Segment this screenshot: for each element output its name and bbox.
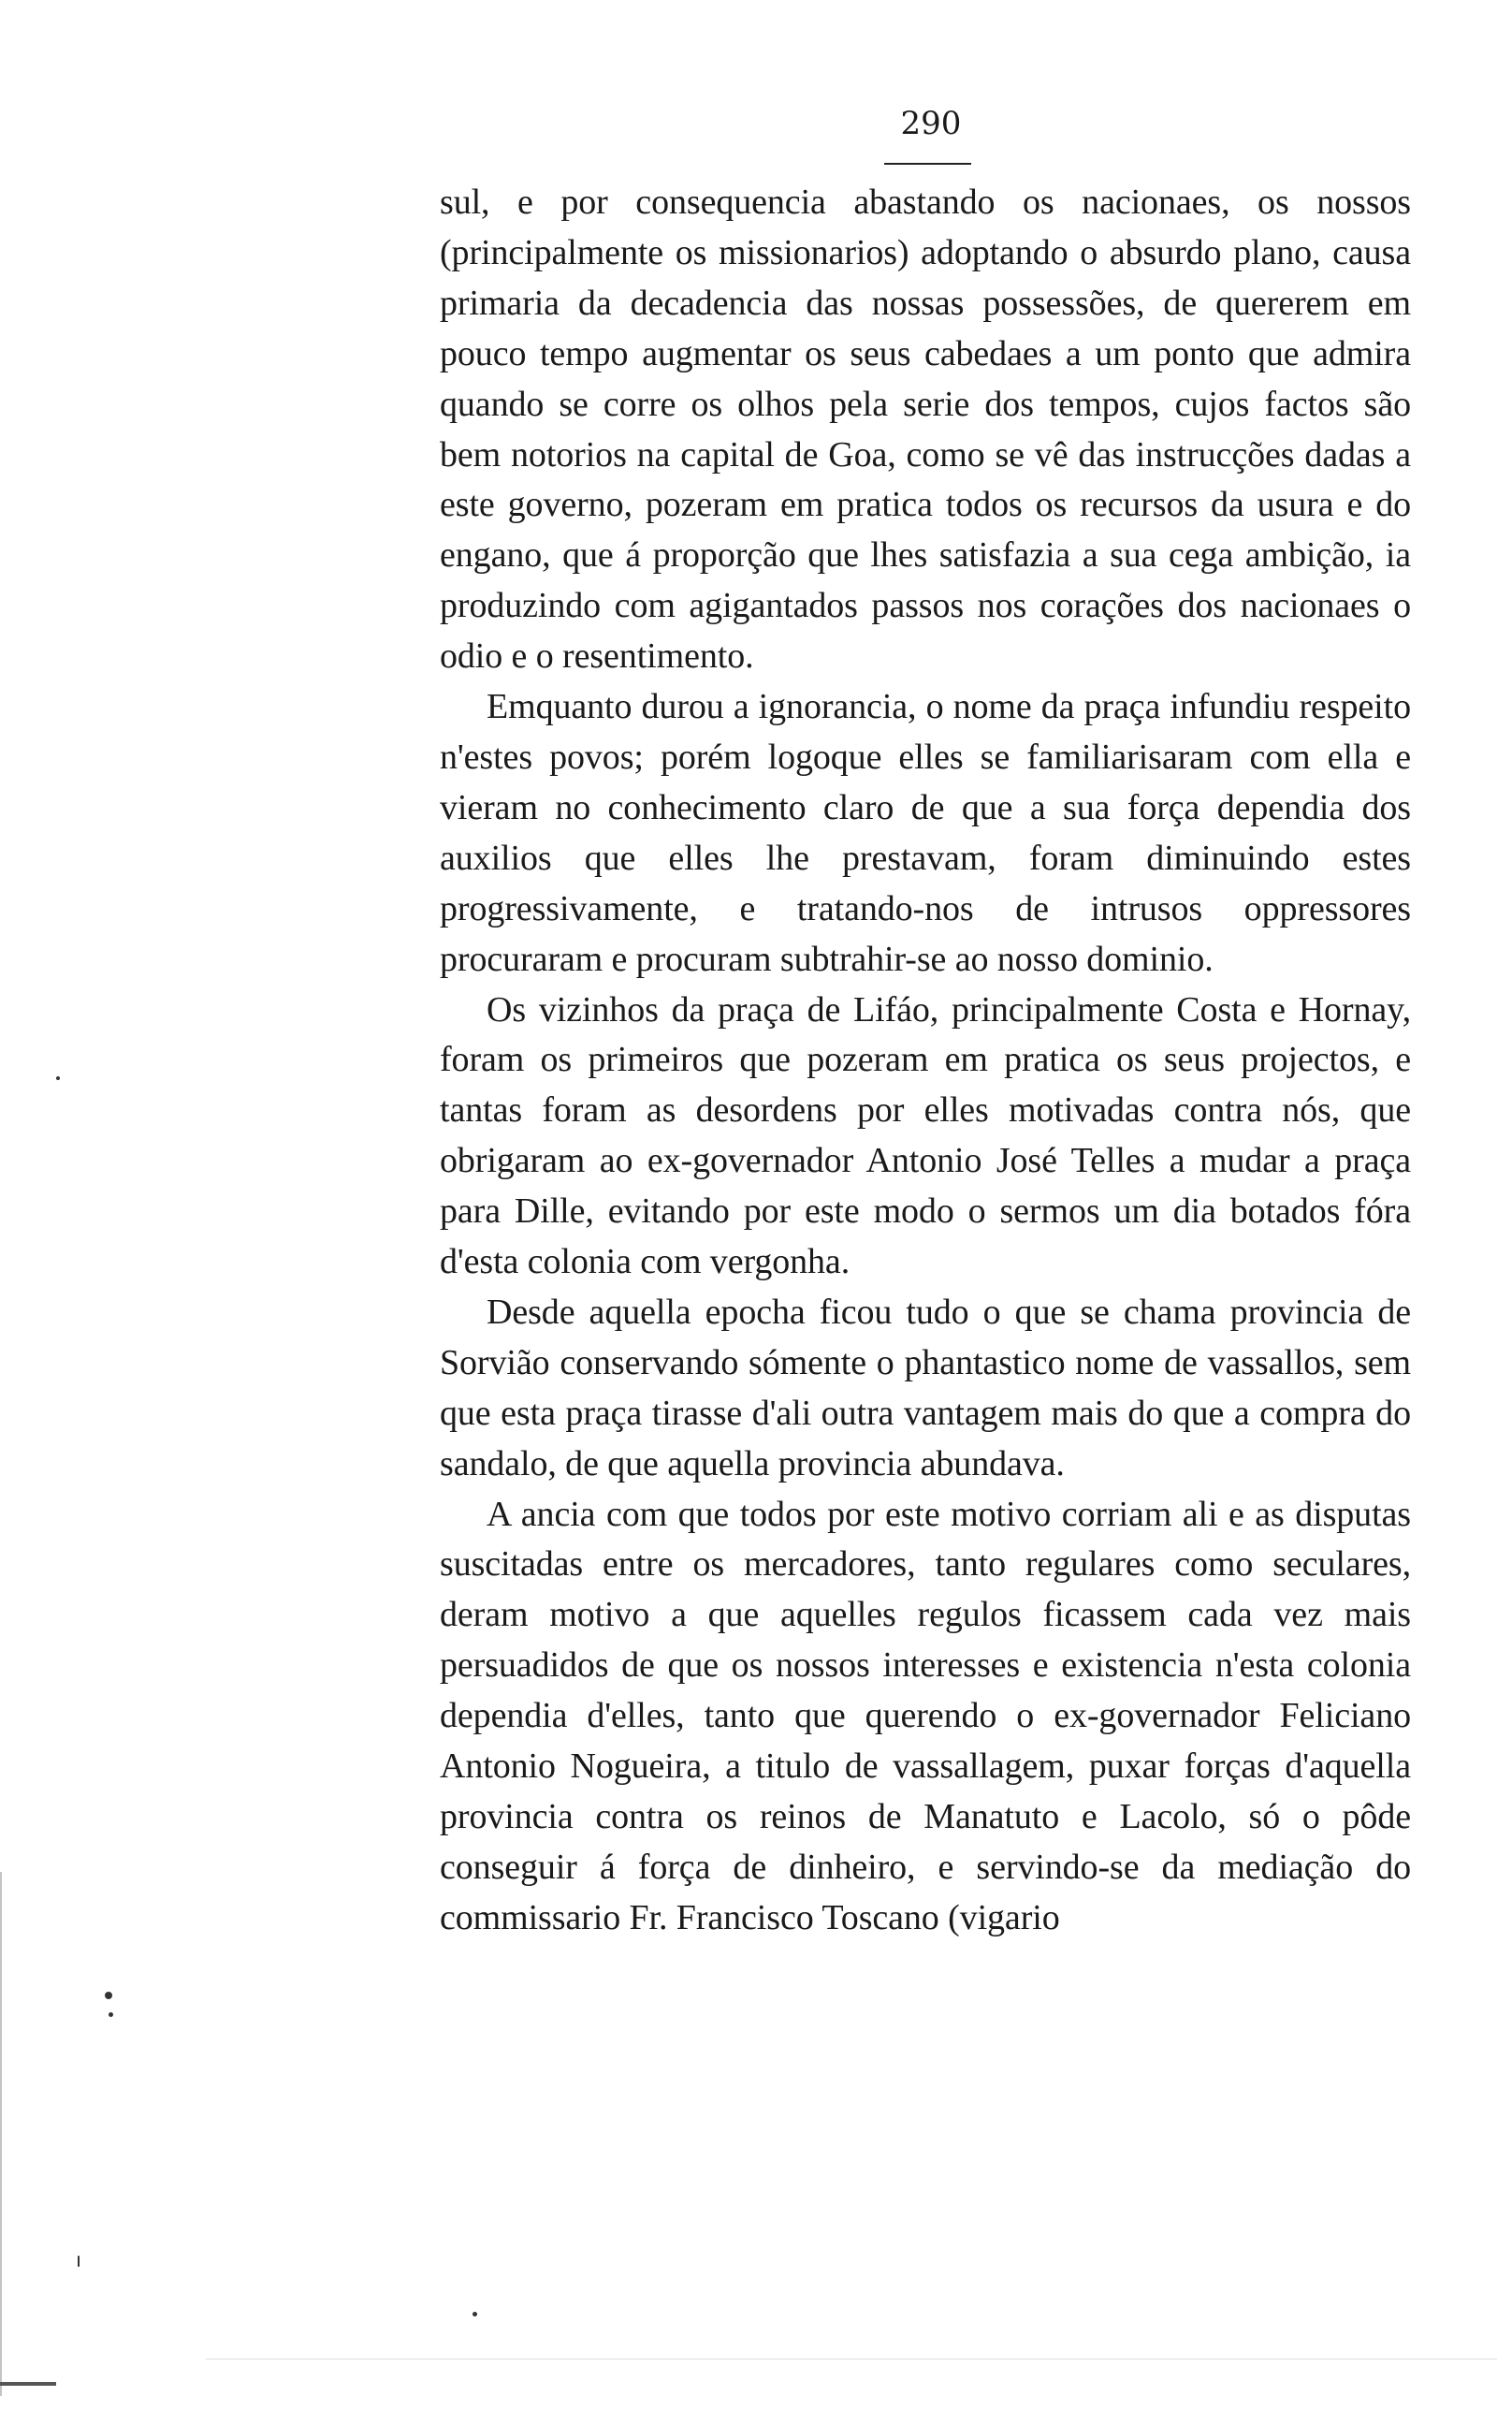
scan-speck xyxy=(105,1992,112,1999)
paragraph-2: Emquanto durou a ignorancia, o nome da praça infundiu respeito n'estes povos; porém logoque elles se familiarisaram com ella e vieram no conhecimento claro de que a sua força dependia dos auxilios que elles lhe prestavam, foram diminuindo estes progressivamente, e tratando-nos de intrusos oppressores procuraram e procuram subtrahir-se ao nosso dominio. xyxy=(440,687,1411,979)
scan-speck xyxy=(472,2312,477,2316)
scan-edge-mark xyxy=(206,2359,1497,2360)
page-number: 290 xyxy=(900,105,962,142)
scan-speck xyxy=(56,1076,60,1080)
paragraph-5: A ancia com que todos por este motivo corriam ali e as disputas suscitadas entre os mercadores, tanto regulares como seculares, deram motivo a que aquelles regulos ficassem cada vez mais persuadidos de que os nossos interesses e existencia n'esta colonia dependia d'elles, tanto que querendo o ex-governador Feliciano Antonio Nogueira, a titulo de vassallagem, puxar forças d'aquella provincia contra os reinos de Manatuto e Lacolo, só o pôde conseguir á força de dinheiro, e servindo-se da mediação do commissario Fr. Francisco Toscano (vigario xyxy=(440,1494,1411,1937)
scan-edge-mark xyxy=(0,2382,56,2386)
paragraph-3: Os vizinhos da praça de Lifáo, principalmente Costa e Hornay, foram os primeiros que pozeram em pratica os seus projectos, e tantas foram as desordens por elles motivadas contra nós, que obrigaram ao ex-governador Antonio José Telles a mudar a praça para Dille, evitando por este modo o sermos um dia botados fóra d'esta colonia com vergonha. xyxy=(440,989,1411,1282)
scan-edge-mark xyxy=(0,1872,2,2396)
paragraph-1: sul, e por consequencia abastando os nacionaes, os nossos (principalmente os missionarios) adoptando o absurdo plano, causa primaria da decadencia das nossas possessões, de quererem em pouco tempo augmentar os seus cabedaes a um ponto que admira quando se corre os olhos pela serie dos tempos, cujos factos são bem notorios na capital de Goa, como se vê das instrucções dadas a este governo, pozeram em pratica todos os recursos da usura e do engano, que á proporção que lhes satisfazia a sua cega ambição, ia produzindo com agigantados passos nos corações dos nacionaes o odio e o resentimento. xyxy=(440,183,1411,677)
scan-speck xyxy=(109,2012,113,2017)
body-text xyxy=(440,178,1411,1944)
paragraph-4: Desde aquella epocha ficou tudo o que se chama provincia de Sorvião conservando sómente o phantastico nome de vassallos, sem que esta praça tirasse d'ali outra vantagem mais do que a compra do sandalo, de que aquella provincia abundava. xyxy=(440,1292,1411,1483)
page-number-rule xyxy=(884,163,971,165)
scan-speck xyxy=(78,2256,80,2267)
